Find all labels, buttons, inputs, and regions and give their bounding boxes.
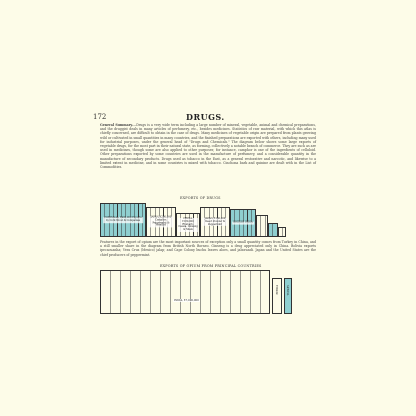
drug-export-bar-label: JAPAN, £160,000 Insect Powder & Peppermint xyxy=(202,218,227,226)
drug-export-bar-label: BRITISH INDIA xyxy=(233,220,253,224)
drug-export-bar-label: JAPAN, £200,000 Camphor, Peppermint & Menthol xyxy=(148,216,173,227)
drug-export-bar xyxy=(256,215,268,237)
intro-text: —Drugs is a very wide term including a large number of mineral, vegetable, animal and chemical preparations, and the druggist deals in many articles of perfumery, etc., besides medicines. Statistics of raw material, with which this atlas is chiefly concerned, are difficult to obtain in the case of drugs. Many medicines of vegetable origin are prepared from plants growing wild or cultivated in small quantities in many countries, and the finished preparations are exported with others, including many used for industrial purposes, under the general head of "Drugs and Chemicals." The diagram below shows some large exports of vegetable drugs, for the most part in their natural state, as forming, collectively a notable branch of commerce. They are such as are used in medicines, though some are also applied to other purposes; for instance, camphor is one of the ingredients of celluloid. Other preparations exported by some countries are used in the manufacture of perfumery, and a considerable quantity in the manufacture of secondary products. Drugs used as tobacco in the East, as a general restorative and narcotic, and likewise to a limited extent in medicine, and in some countries is mixed with tobacco. Cinchona bark and quinine are dealt with in the List of Commodities. xyxy=(100,123,316,170)
opium-turkey-label: TURKEY xyxy=(287,285,290,296)
chart1-title: EXPORTS OF DRUGS xyxy=(180,196,221,200)
opium-turkey-block xyxy=(284,278,292,314)
chart2-title: EXPORTS OF OPIUM FROM PRINCIPAL COUNTRIES xyxy=(160,264,262,268)
intro-lead: General Summary. xyxy=(100,123,134,127)
opium-persia-block xyxy=(272,278,282,314)
drug-export-bar-label: PORTUGAL, £400,000 Exports by Cork Wood & Companies xyxy=(104,216,142,222)
opium-paragraph: Features in the export of opium are the most important sources of exception only a small quantity comes from Turkey in China, and a still smaller share in the diagram from British North Borneo. Ginseng is a drug appreciated only in China. Bolivia exports ipecacuanha; Vera Cruz (Mexico) jalap; and Cape Colony buchu leaves aloes, and jaborandi. Japan and the United States are the chief producers of peppermint. xyxy=(100,240,316,257)
drug-export-bar xyxy=(100,203,146,237)
drug-export-bar xyxy=(278,227,286,237)
opium-india-block xyxy=(100,270,270,314)
drug-export-bar xyxy=(176,213,200,237)
drug-export-bar xyxy=(146,207,176,237)
opium-exports-diagram xyxy=(100,270,316,314)
opium-persia-label: PERSIA xyxy=(276,285,279,295)
drug-export-bar xyxy=(200,207,230,237)
drug-exports-diagram xyxy=(100,203,316,237)
drug-export-bar xyxy=(230,209,256,237)
opium-india-stripes xyxy=(101,271,269,313)
page-title: DRUGS. xyxy=(186,112,225,122)
drug-export-bar-label: CHINA, £180,000 Rhubarb, Cassia, Ginseng & Musk xyxy=(178,217,198,232)
intro-paragraph xyxy=(100,123,316,169)
opium-india-label: INDIA, £7,000,000 xyxy=(174,299,199,302)
page-number: 172 xyxy=(93,113,107,121)
drug-export-bar xyxy=(268,223,278,237)
